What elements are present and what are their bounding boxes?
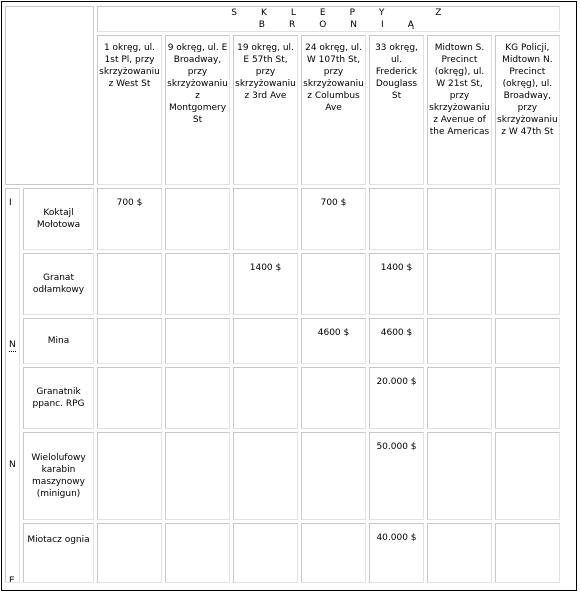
row-header: Miotacz ognia (23, 523, 94, 583)
row-header: Mina (23, 318, 94, 364)
column-header: 1 okręg, ul. 1st Pl, przy skrzyżowaniu z West St (97, 35, 162, 185)
price-cell (495, 432, 560, 520)
price-cell (495, 318, 560, 364)
price-cell (97, 367, 162, 429)
table-row (5, 367, 560, 429)
price-cell (97, 432, 162, 520)
price-cell (427, 367, 492, 429)
price-cell (165, 523, 230, 583)
price-cell (301, 253, 366, 315)
row-header: Granat odłamkowy (23, 253, 94, 315)
price-cell (165, 318, 230, 364)
price-cell: 40.000 $ (369, 523, 424, 583)
price-cell: 4600 $ (301, 318, 366, 364)
column-header: 33 okręg, ul. Frederick Douglass St (369, 35, 424, 185)
price-cell: 1400 $ (233, 253, 298, 315)
table-row (5, 188, 560, 250)
price-cell (427, 523, 492, 583)
weapon-shops-table (2, 3, 563, 586)
price-cell (427, 188, 492, 250)
column-header: 9 okręg, ul. E Broadway, przy skrzyżowaniu z Montgomery St (165, 35, 230, 185)
table-row (5, 523, 560, 583)
price-cell (427, 253, 492, 315)
price-cell: 700 $ (97, 188, 162, 250)
column-header: Midtown S. Precinct (okręg), ul. W 21st St, przy skrzyżowaniu z Avenue of the Americas (427, 35, 492, 185)
price-cell: 20.000 $ (369, 367, 424, 429)
price-cell: 700 $ (301, 188, 366, 250)
table-row (5, 432, 560, 520)
column-header: 24 okręg, ul. W 107th St, przy skrzyżowaniu z Columbus Ave (301, 35, 366, 185)
column-header: KG Policji, Midtown N. Precinct (okręg), ul. Broadway, przy skrzyżowaniu z W 47th St (495, 35, 560, 185)
row-header: Koktajl Mołotowa (23, 188, 94, 250)
price-cell (97, 523, 162, 583)
price-cell (495, 253, 560, 315)
price-cell (495, 523, 560, 583)
price-cell (369, 188, 424, 250)
price-cell (233, 188, 298, 250)
table-row (5, 318, 560, 364)
price-cell (165, 188, 230, 250)
row-header: Wielolufowy karabin maszynowy (minigun) (23, 432, 94, 520)
side-label: I N N E (5, 188, 20, 583)
price-cell (97, 253, 162, 315)
corner-cell (5, 6, 94, 185)
table-heading: SKLEPY Z BRONIĄ (97, 6, 560, 32)
price-cell (301, 367, 366, 429)
price-cell (165, 253, 230, 315)
price-cell: 50.000 $ (369, 432, 424, 520)
price-cell (233, 523, 298, 583)
price-cell (233, 318, 298, 364)
price-cell (165, 432, 230, 520)
price-cell (233, 432, 298, 520)
row-header: Granatnik ppanc. RPG (23, 367, 94, 429)
price-cell (301, 523, 366, 583)
table-row (5, 253, 560, 315)
price-cell: 1400 $ (369, 253, 424, 315)
price-cell (427, 432, 492, 520)
price-cell: 4600 $ (369, 318, 424, 364)
price-cell (233, 367, 298, 429)
price-cell (301, 432, 366, 520)
price-cell (495, 367, 560, 429)
column-header: 19 okręg, ul. E 57th St, przy skrzyżowaniu z 3rd Ave (233, 35, 298, 185)
price-cell (97, 318, 162, 364)
price-cell (427, 318, 492, 364)
price-cell (165, 367, 230, 429)
price-cell (495, 188, 560, 250)
